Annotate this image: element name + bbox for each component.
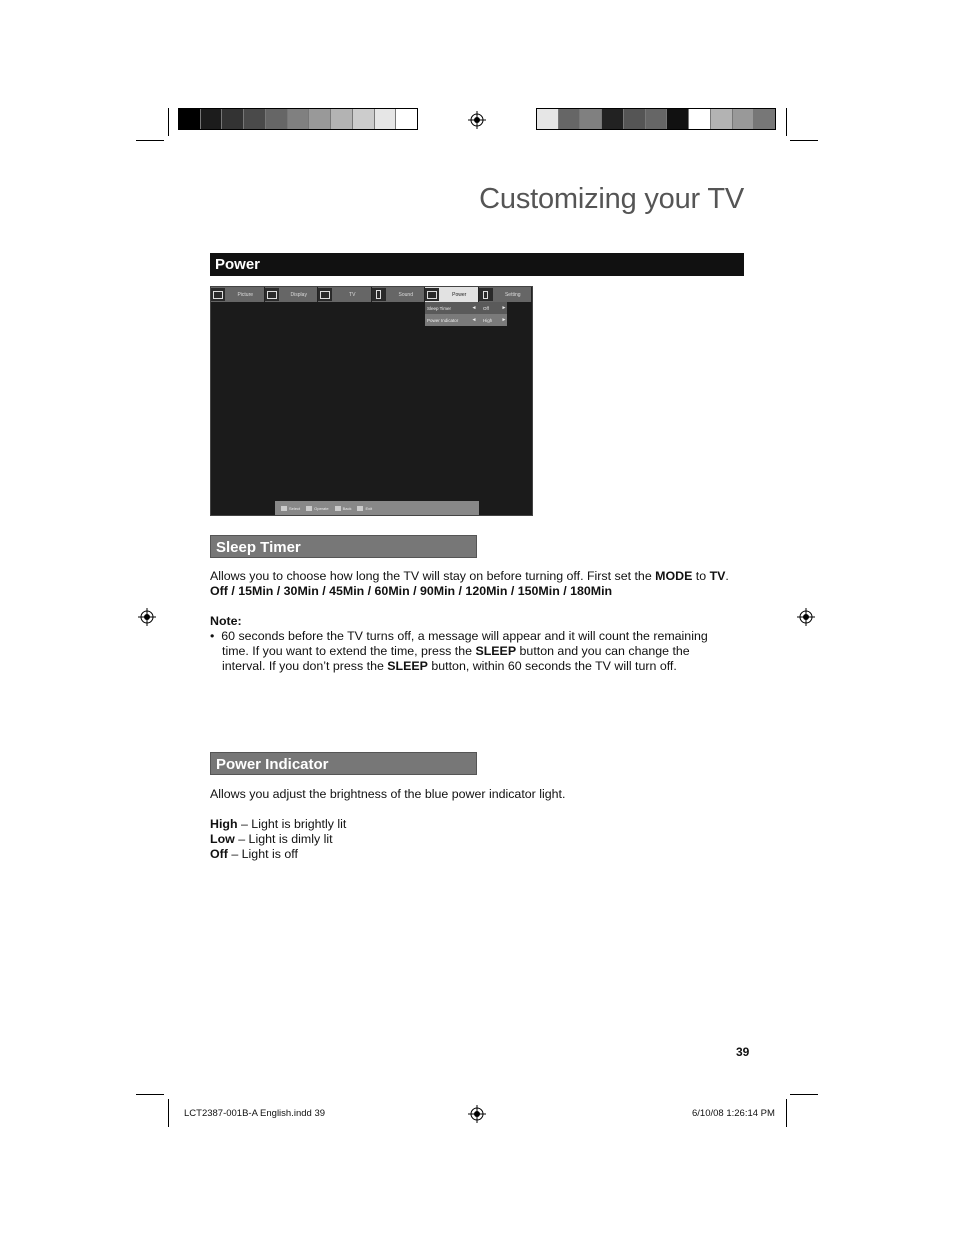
color-swatch [396, 109, 417, 129]
exit-icon [357, 506, 363, 511]
tv-icon [318, 288, 332, 301]
tab-picture[interactable]: Picture [211, 287, 265, 302]
color-bar-left [178, 108, 418, 130]
submenu-item-sleep-timer[interactable]: Sleep Timer ◄ Off ► [425, 302, 507, 314]
select-icon [281, 506, 287, 511]
tab-sound[interactable]: Sound [372, 287, 426, 302]
arrow-right-icon[interactable]: ► [501, 317, 507, 323]
section-heading-power: Power [210, 253, 744, 276]
tab-display[interactable]: Display [265, 287, 319, 302]
color-swatch [309, 109, 331, 129]
tv-menu-screenshot [210, 286, 533, 516]
section-heading-power-indicator: Power Indicator [210, 752, 477, 775]
power-submenu [425, 302, 507, 326]
page-title: Customizing your TV [479, 183, 744, 215]
note-label: Note: [210, 614, 242, 628]
option-low: Low – Light is dimly lit [210, 832, 333, 846]
crop-mark [136, 1094, 164, 1095]
page-number: 39 [736, 1045, 750, 1059]
sleep-timer-description: Allows you to choose how long the TV will stay on before turning off. First set the MODE to TV. Off / 15Min / 30Min / 45Min / 60Min / 90Min / 120Min / 150Min / 180Min [210, 569, 729, 598]
back-icon [335, 506, 341, 511]
color-swatch [201, 109, 223, 129]
registration-mark-icon [468, 1105, 486, 1123]
color-swatch [559, 109, 581, 129]
crop-mark [168, 108, 169, 136]
crop-mark [790, 1094, 818, 1095]
registration-mark-icon [797, 608, 815, 626]
color-swatch [288, 109, 310, 129]
registration-mark-icon [468, 111, 486, 129]
menu-tabs [211, 287, 532, 302]
color-swatch [179, 109, 201, 129]
arrow-left-icon[interactable]: ◄ [471, 305, 477, 311]
color-swatch [602, 109, 624, 129]
crop-mark [168, 1099, 169, 1127]
color-swatch [689, 109, 711, 129]
menu-help-bar: Select Operate Back Exit [275, 501, 479, 515]
registration-mark-icon [138, 608, 156, 626]
slug-filename: LCT2387-001B-A English.indd 39 [184, 1108, 326, 1119]
color-swatch [375, 109, 397, 129]
slug-timestamp: 6/10/08 1:26:14 PM [692, 1108, 775, 1119]
submenu-item-power-indicator[interactable]: Power Indicator ◄ High ► [427, 317, 507, 323]
option-high: High – Light is brightly lit [210, 817, 347, 831]
crop-mark [786, 1099, 787, 1127]
note-bullet: • 60 seconds before the TV turns off, a message will appear and it will count the remaining time. If you want to extend the time, press the SLEEP button and you can change the interval. If you don’t press the SLEEP button, within 60 seconds the TV will turn off. [210, 629, 708, 673]
color-swatch [580, 109, 602, 129]
color-bar-right [536, 108, 776, 130]
color-swatch [222, 109, 244, 129]
tab-tv[interactable]: TV [318, 287, 372, 302]
crop-mark [786, 108, 787, 136]
display-icon [265, 288, 279, 301]
color-swatch [353, 109, 375, 129]
operate-icon [306, 506, 312, 511]
crop-mark [136, 140, 164, 141]
crop-mark [790, 140, 818, 141]
section-heading-sleep-timer: Sleep Timer [210, 535, 477, 558]
arrow-right-icon[interactable]: ► [501, 305, 507, 311]
color-swatch [244, 109, 266, 129]
color-swatch [624, 109, 646, 129]
power-indicator-description: Allows you adjust the brightness of the blue power indicator light. [210, 787, 566, 801]
power-icon [425, 288, 439, 301]
arrow-left-icon[interactable]: ◄ [471, 317, 477, 323]
color-swatch [711, 109, 733, 129]
power-indicator-options [210, 817, 346, 862]
color-swatch [266, 109, 288, 129]
color-swatch [331, 109, 353, 129]
color-swatch [754, 109, 775, 129]
color-swatch [646, 109, 668, 129]
color-swatch [733, 109, 755, 129]
sleep-timer-options: Off / 15Min / 30Min / 45Min / 60Min / 90Min / 120Min / 150Min / 180Min [210, 584, 613, 598]
tab-setting[interactable]: Setting [479, 287, 533, 302]
picture-icon [211, 288, 225, 301]
setting-icon [479, 288, 493, 301]
option-off: Off – Light is off [210, 847, 298, 861]
color-swatch [667, 109, 689, 129]
sound-icon [372, 288, 386, 301]
tab-power[interactable]: Power [425, 287, 479, 302]
color-swatch [537, 109, 559, 129]
